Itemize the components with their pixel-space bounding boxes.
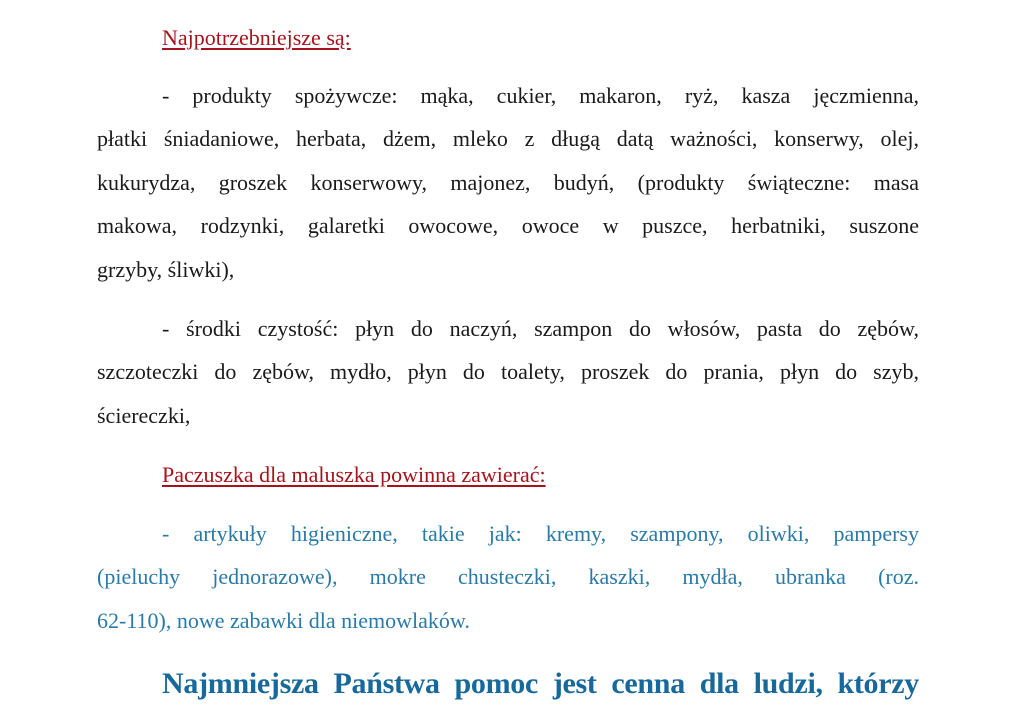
baby-items-line: 62-110), nowe zabawki dla niemowlaków. (97, 608, 470, 633)
food-products-line: grzyby, śliwki), (97, 257, 235, 282)
food-products-line: kukurydza, groszek konserwowy, majonez, budyń, (produkty świąteczne: masa (97, 170, 919, 195)
cleaning-products-line: ściereczki, (97, 403, 191, 428)
food-products-line: - produkty spożywcze: mąka, cukier, makaron, ryż, kasza jęczmienna, (162, 83, 919, 108)
cleaning-products-line: - środki czystość: płyn do naczyń, szampon do włosów, pasta do zębów, (162, 316, 919, 341)
heading-baby-package: Paczuszka dla maluszka powinna zawierać: (162, 462, 546, 487)
food-products-line: płatki śniadaniowe, herbata, dżem, mleko z długą datą ważności, konserwy, olej, (97, 126, 919, 151)
closing-heading: Najmniejsza Państwa pomoc jest cenna dla ludzi, którzy (162, 667, 919, 700)
cleaning-products-line: szczoteczki do zębów, mydło, płyn do toalety, proszek do prania, płyn do szyb, (97, 359, 919, 384)
food-products-line: makowa, rodzynki, galaretki owocowe, owoce w puszce, herbatniki, suszone (97, 213, 919, 238)
baby-items-line: (pieluchy jednorazowe), mokre chusteczki, kaszki, mydła, ubranka (roz. (97, 564, 919, 589)
heading-most-needed: Najpotrzebniejsze są: (162, 25, 351, 50)
baby-items-line: - artykuły higieniczne, takie jak: kremy, szampony, oliwki, pampersy (162, 521, 919, 546)
